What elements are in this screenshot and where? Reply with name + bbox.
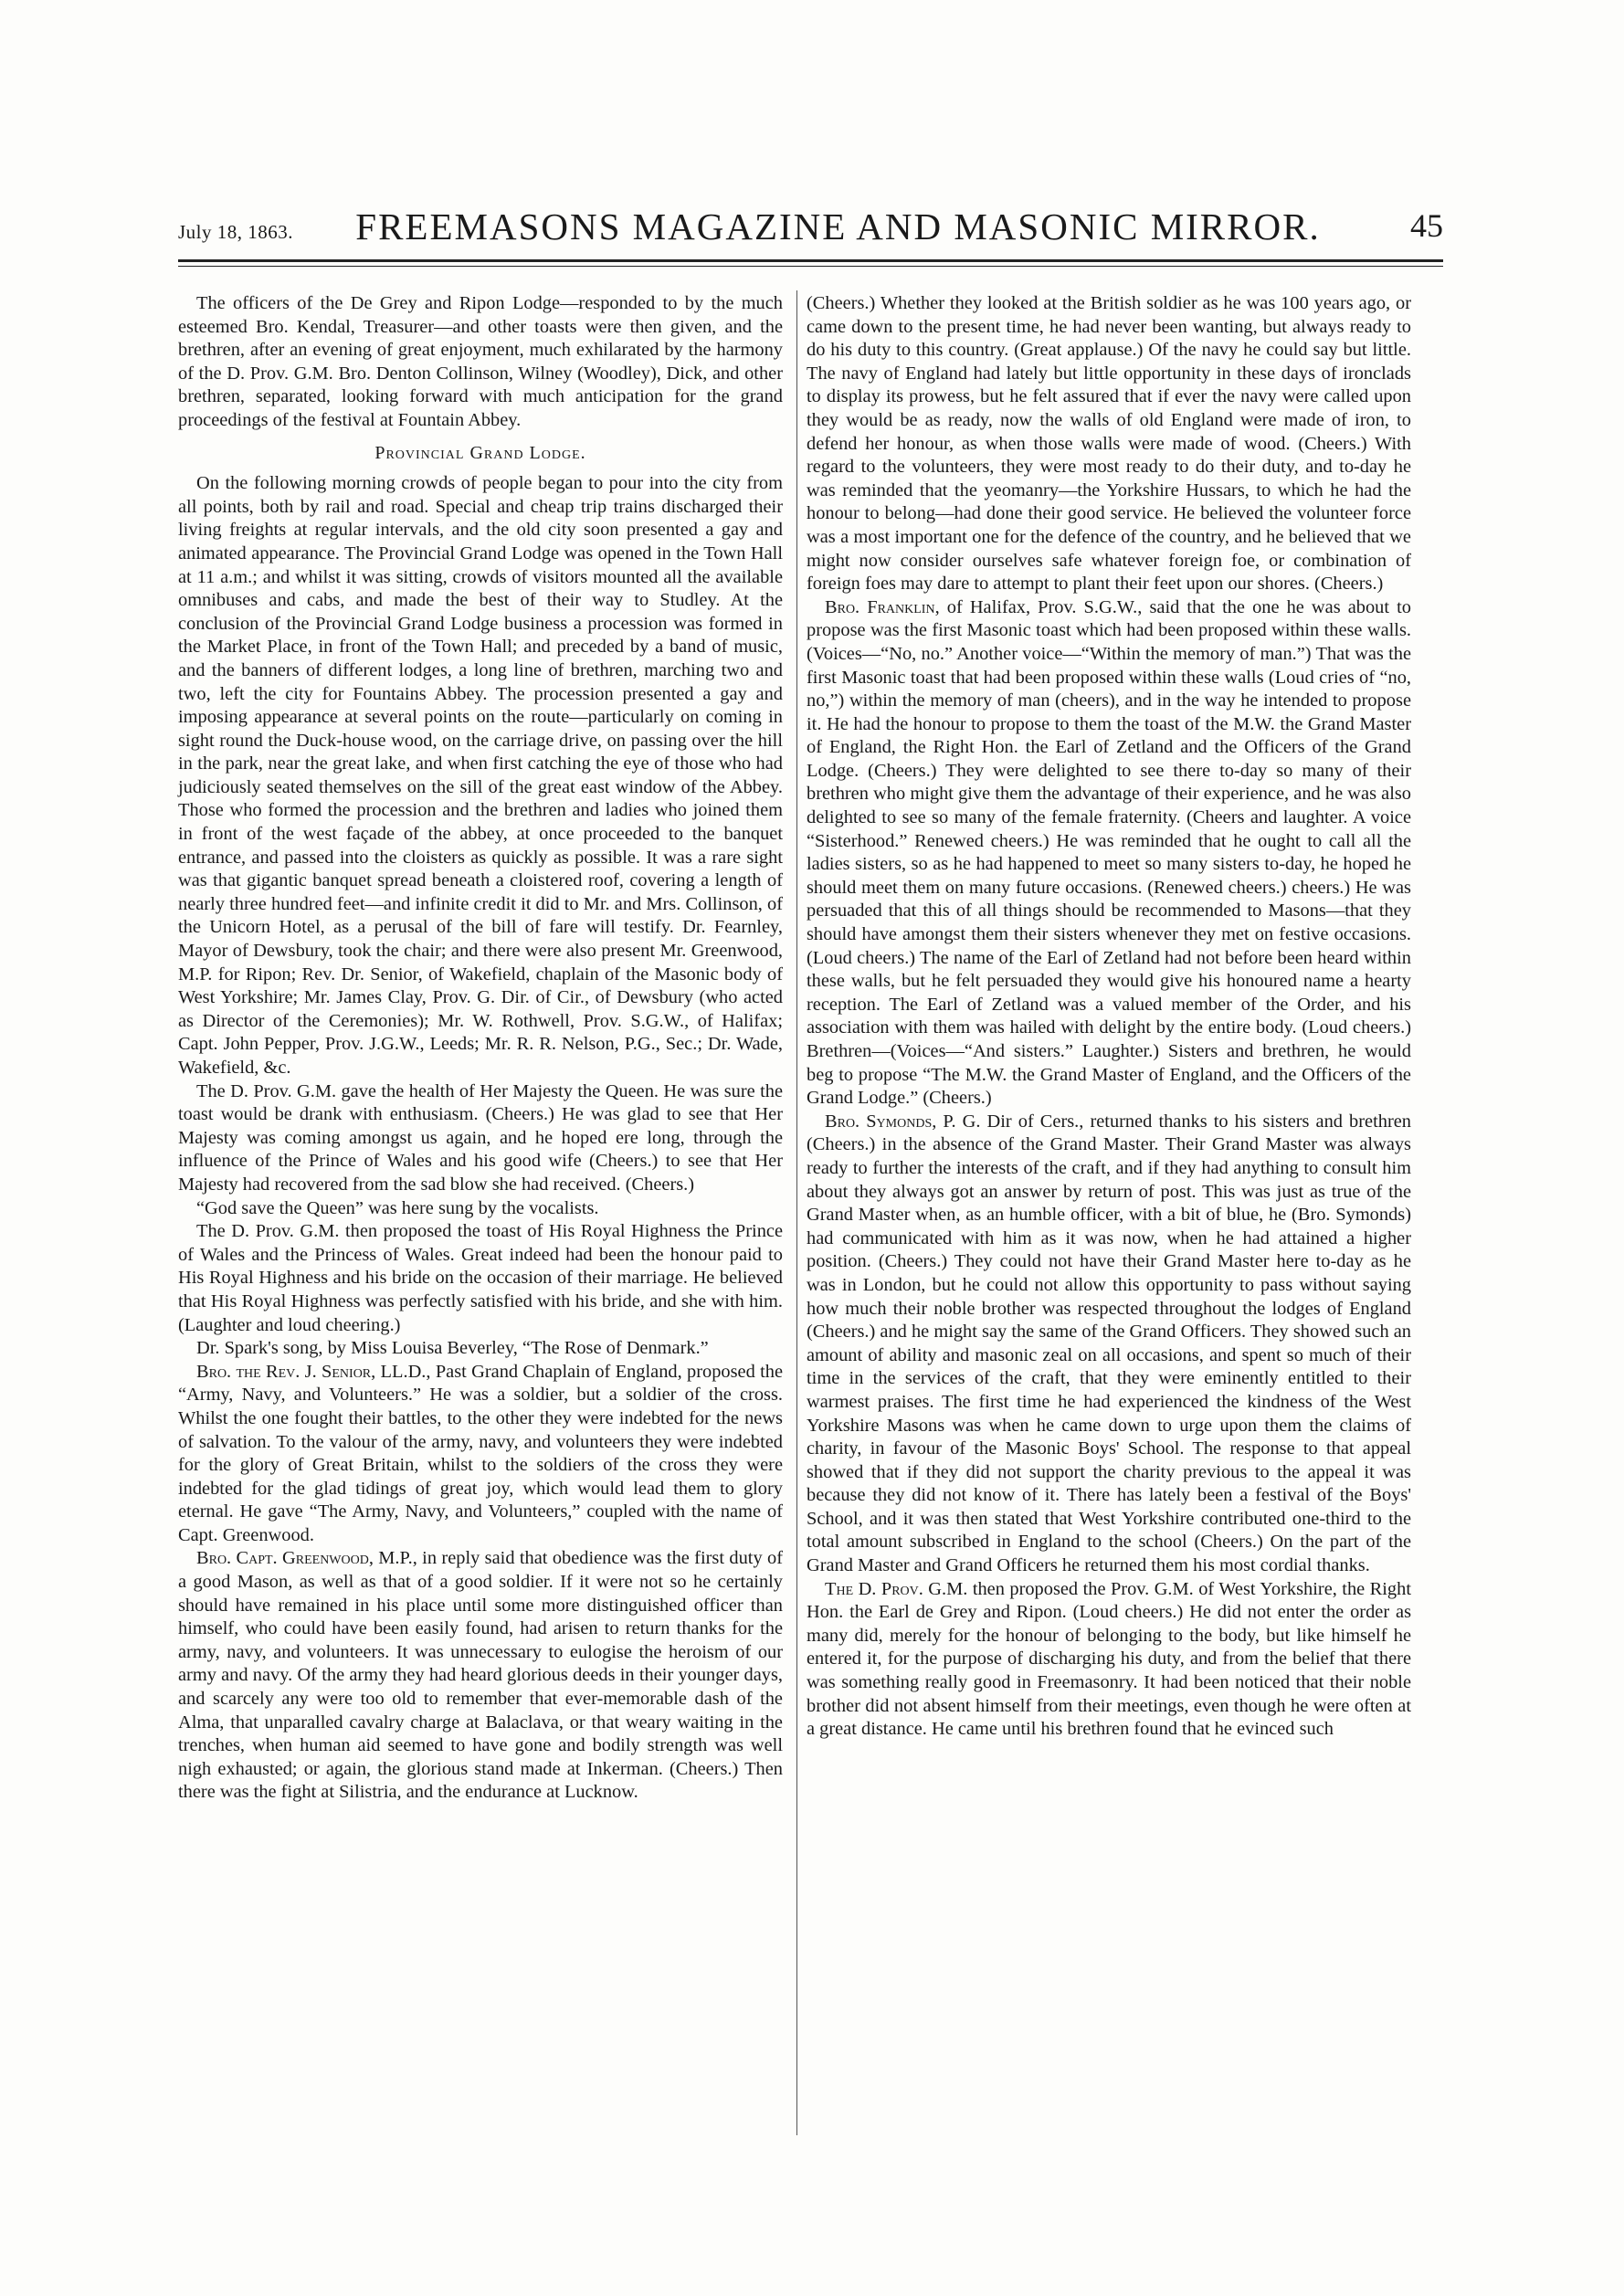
paragraph-franklin-toast xyxy=(807,596,1411,1111)
issue-date: July 18, 1863. xyxy=(178,221,294,243)
paragraph-symonds-reply xyxy=(807,1111,1411,1578)
paragraph-text: of Halifax, Prov. S.G.W., said that the one he was about to propose was the first Masonic toast which had been proposed within these walls. (Voices—“No, no.” Another voice—“Within the memory of man.”) That was the first Masonic toast that had been proposed within these walls (Loud cries of “no, no,”) within the memory of man (cheers), and in the way he intended to propose it. He had the honour to propose to them the toast of the M.W. the Grand Master of England, the Right Hon. the Earl of Zetland and the Officers of the Grand Lodge. (Cheers.) They were delighted to see there to-day so many of their brethren who might give them the advantage of their experience, and he was also delighted to see so many of the female fraternity. (Cheers and laughter. A voice “Sisterhood.” Renewed cheers.) He was reminded that he ought to call all the ladies sisters, so as he had happened to meet so many sisters to-day, he hoped he should meet them on many future occasions. (Renewed cheers.) cheers.) He was persuaded that this of all things should be recommended to Masons—that they should have amongst them their sisters whenever they met on festive occasions. (Loud cheers.) The name of the Earl of Zetland had not before been heard within these walls, but he felt persuaded they would give his honoured name a hearty reception. The Earl of Zetland was a valued member of the Order, and his association with them was hailed with delight by the entire body. (Loud cheers.) Brethren—(Voices—“And sisters.” Laughter.) Sisters and brethren, he would beg to propose “The M.W. the Grand Master of England, and the Officers of the Grand Lodge.” (Cheers.) xyxy=(807,596,1411,1109)
paragraph-text: then proposed the Prov. G.M. of West Yorkshire, the Right Hon. the Earl de Grey and Ripon. (Loud cheers.) He did not enter the order as many did, merely for the honour of belonging to the body, but like himself he entered it, for the purpose of discharging his duty, and from the belief that there was something really good in Freemasonry. It had been noticed that their noble brother did not absent himself from their meetings, even though he were often at a great distance. He came until his brethren found that he evinced such xyxy=(807,1578,1411,1740)
paragraph-text: P. G. Dir of Cers., returned thanks to his sisters and brethren (Cheers.) in the absence of the Grand Master. Their Grand Master was always ready to further the interests of the craft, and if they had anything to consult him about they always got an answer by return of post. This was just as true of the Grand Master when, as an humble officer, with a bit of blue, he (Bro. Symonds) had communicated with him as it was now, when he had attained a higher position. (Cheers.) They could not have their Grand Master here to-day as he was in London, but he could not allow this opportunity to pass without saying how much their noble brother was respected throughout the lodges of England (Cheers.) and he might say the same of the Grand Officers. They showed such an amount of ability and masonic zeal on all occasions, and spent so much of their time in the services of the craft, that they were eminently entitled to their warmest praises. The first time he had experienced the kindness of the West Yorkshire Masons was when he came down to urge upon them the claims of charity, in favour of the Masonic Boys' School. The response to that appeal showed that if they did not support the charity previous to the appeal it was because they did not know of it. There has lately been a festival of the Boys' School, and it was then stated that West Yorkshire contributed one-third to the total amount subscribed in England to the school (Cheers.) On the part of the Grand Master and Grand Officers he returned them his most cordial thanks. xyxy=(807,1111,1411,1576)
paragraph-text: Past Grand Chaplain of England, proposed the “Army, Navy, and Volunteers.” He was a soldier, but a soldier of the cross. Whilst the one fought their battles, to the other they were indebted for the news of salvation. To the valour of the army, navy, and volunteers they were indebted for the glory of Great Britain, whilst to the soldiers of the cross they were indebted for the glad tidings of great joy, which would lead them to glory eternal. He gave “The Army, Navy, and Volunteers,” coupled with the name of Capt. Greenwood. xyxy=(178,1361,783,1545)
section-heading: Provincial Grand Lodge. xyxy=(374,442,586,463)
paragraph-greenwood-reply xyxy=(178,1547,783,1805)
header-rule-thin xyxy=(178,266,1443,267)
speaker-name: Bro. Symonds, xyxy=(825,1111,937,1132)
paragraph-anthem: “God save the Queen” was here sung by the vocalists. xyxy=(196,1197,599,1218)
speaker-name: Bro. Capt. Greenwood, M.P., xyxy=(196,1548,417,1569)
paragraph-greenwood-continued: (Cheers.) Whether they looked at the British soldier as he was 100 years ago, or came down to the present time, he had never been wanting, but always ready to do his duty to this country. (Great applause.) Of the navy he could say but little. The navy of England had lately but little opportunity in these days of ironclads to display its prowess, but he felt assured that if ever the navy were called upon they would be as ready, now the walls of old England were made of iron, to defend her honour, as when those walls were made of wood. (Cheers.) With regard to the volunteers, they were most ready to do their duty, and to-day he was reminded that the yeomanry—the Yorkshire Hussars, to which he had the honour to belong—had done their good service. He believed the volunteer force was a most important one for the defence of the country, and he believed that we might now consider ourselves safe whatever foreign foe, or combination of foreign foes may dare to attempt to plant their feet upon our shores. (Cheers.) xyxy=(807,293,1411,595)
page-header xyxy=(178,203,1443,258)
page-number: 45 xyxy=(1410,207,1443,244)
speaker-name: Bro. the Rev. J. Senior, LL.D., xyxy=(196,1361,431,1382)
masthead-title: FREEMASONS MAGAZINE AND MASONIC MIRROR. xyxy=(355,205,1321,248)
paragraph-prince-toast: The D. Prov. G.M. then proposed the toast of His Royal Highness the Prince of Wales and the Princess of Wales. Great indeed had been the honour paid to His Royal Highness and his bride on the occasion of their marriage. He believed that His Royal Highness was perfectly satisfied with his bride, and she with him. (Laughter and loud cheering.) xyxy=(178,1221,783,1335)
speaker-name: The D. Prov. G.M. xyxy=(825,1578,968,1599)
paragraph-senior-toast xyxy=(178,1361,783,1548)
paragraph-procession: On the following morning crowds of people began to pour into the city from all points, both by rail and road. Special and cheap trip trains discharged their living freights at regular intervals, and the old city soon presented a gay and animated appearance. The Provincial Grand Lodge was opened in the Town Hall at 11 a.m.; and whilst it was sitting, crowds of visitors mounted all the available omnibuses and cabs, and made the best of their way to Studley. At the conclusion of the Provincial Grand Lodge business a procession was formed in the Market Place, in front of the Town Hall; and preceded by a band of music, and the banners of different lodges, a long line of brethren, marching two and two, left the city for Fountains Abbey. The procession presented a gay and imposing appearance at several points on the route—particularly on coming in sight round the Duck-house wood, on the carriage drive, on passing over the hill in the park, near the great lake, and when first catching the eye of those who had judiciously seated themselves on the sill of the great east window of the Abbey. Those who formed the procession and the brethren and ladies who joined them in front of the west façade of the abbey, at once proceeded to the banquet entrance, and passed into the cloisters as quickly as possible. It was a rare sight was that gigantic banquet spread beneath a cloistered roof, covering a length of nearly three hundred feet—and infinite credit it did to Mr. and Mrs. Collinson, of the Unicorn Hotel, as a perusal of the bill of fare will testify. Dr. Fearnley, Mayor of Dewsbury, took the chair; and there were also present Mr. Greenwood, M.P. for Ripon; Rev. Dr. Senior, of Wakefield, chaplain of the Masonic body of West Yorkshire; Mr. James Clay, Prov. G. Dir. of Cir., of Dewsbury (who acted as Director of the Ceremonies); Mr. W. Rothwell, Prov. S.G.W., of Halifax; Capt. John Pepper, Prov. J.G.W., Leeds; Mr. R. R. Nelson, P.G., Sec.; Dr. Wade, Wakefield, &c. xyxy=(178,473,783,1078)
left-column xyxy=(178,292,783,1805)
header-rule-thick xyxy=(178,259,1443,262)
paragraph-lodge-officers: The officers of the De Grey and Ripon Lodge—responded to by the much esteemed Bro. Kendal, Treasurer—and other toasts were then given, and the brethren, after an evening of great enjoyment, much exhilarated by the harmony of the D. Prov. G.M. Bro. Denton Collinson, Wilney (Woodley), Dick, and other brethren, separated, looking forward with much anticipation for the grand proceedings of the festival at Fountain Abbey. xyxy=(178,293,783,430)
paragraph-text: in reply said that obedience was the first duty of a good Mason, as well as that of a good soldier. If it were not so he certainly should have remained in his place until some more distinguished officer than himself, who could have been easily found, had arisen to return thanks for the army, navy, and volunteers. It was unnecessary to eulogise the heroism of our army and navy. Of the army they had heard glorious deeds in their younger days, and scarcely any were too old to remember that ever-memorable dash of the Alma, that unparalled cavalry charge at Balaclava, or that weary waiting in the trenches, when human aid seemed to have gone and bodily strength was well nigh exhausted; or again, the glorious stand made at Inkerman. (Cheers.) Then there was the fight at Silistria, and the endurance at Lucknow. xyxy=(178,1548,783,1803)
paragraph-prov-gm-toast xyxy=(807,1578,1411,1742)
column-divider xyxy=(796,290,797,2135)
right-column xyxy=(807,292,1411,1742)
paragraph-queen-toast: The D. Prov. G.M. gave the health of Her Majesty the Queen. He was sure the toast would be drank with enthusiasm. (Cheers.) He was glad to see that Her Majesty was coming amongst us again, and he hoped ere long, through the influence of the Prince of Wales and his good wife (Cheers.) to see that Her Majesty had recovered from the sad blow she had received. (Cheers.) xyxy=(178,1080,783,1195)
paragraph-song: Dr. Spark's song, by Miss Louisa Beverley, “The Rose of Denmark.” xyxy=(196,1338,709,1359)
speaker-name: Bro. Franklin, xyxy=(825,596,940,617)
